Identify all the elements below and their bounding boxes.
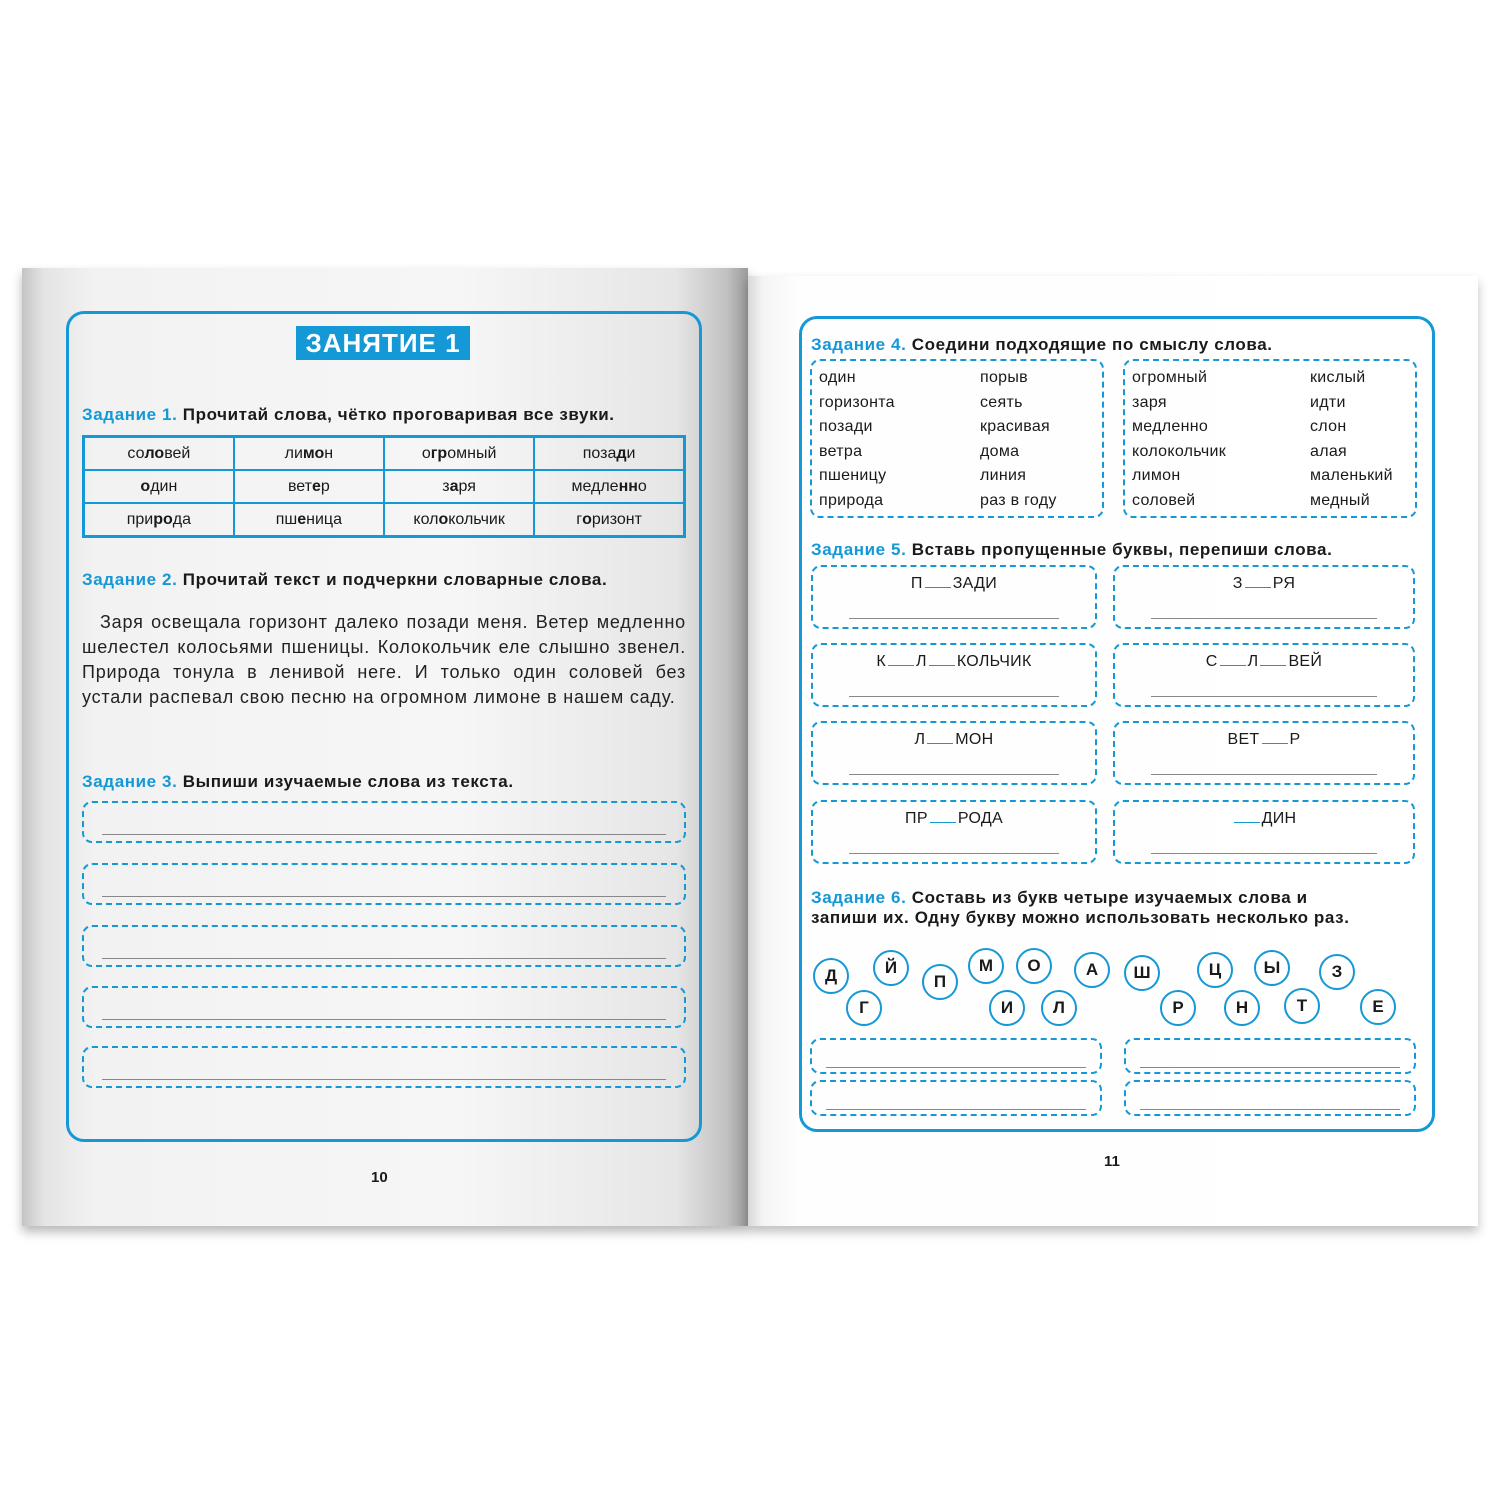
fill-word: Л МОН — [914, 731, 994, 748]
match-list-left-a — [819, 366, 895, 514]
match-word[interactable]: порыв — [980, 369, 1028, 386]
page-number-left: 10 — [371, 1169, 388, 1186]
letter-circle: Н — [1224, 990, 1260, 1026]
fill-word: З РЯ — [1232, 575, 1296, 592]
match-word[interactable]: медный — [1310, 491, 1370, 509]
letter-circle: Д — [813, 958, 849, 994]
task5-heading — [811, 540, 1332, 560]
answer-box[interactable] — [1124, 1038, 1416, 1074]
task6-heading — [811, 888, 1350, 928]
match-word[interactable]: огромный — [1132, 369, 1208, 386]
match-word[interactable]: ветра — [819, 442, 863, 460]
task2-heading — [82, 570, 607, 590]
answer-box[interactable] — [810, 1080, 1102, 1116]
fill-word-box[interactable] — [811, 800, 1097, 864]
fill-word: П ЗАДИ — [910, 575, 998, 592]
task3-heading — [82, 772, 514, 792]
task3-text: Выпиши изучаемые слова из текста. — [182, 772, 514, 791]
word-cell: огромный — [384, 437, 534, 471]
task6-line1: Составь из букв четыре изучаемых слова и — [911, 888, 1308, 907]
letter-circle: З — [1319, 954, 1355, 990]
word-cell: ветер — [234, 470, 384, 503]
word-cell: медленно — [534, 470, 684, 503]
letter-circle: Е — [1360, 989, 1396, 1025]
match-word[interactable]: маленький — [1310, 467, 1393, 485]
writing-line-box[interactable] — [82, 1046, 686, 1088]
match-word[interactable]: горизонта — [819, 393, 895, 411]
fill-word-box[interactable] — [1113, 643, 1415, 707]
writing-line-box[interactable] — [82, 863, 686, 905]
match-word[interactable]: колокольчик — [1132, 442, 1227, 460]
letter-circle: Р — [1160, 990, 1196, 1026]
letter-circle: Т — [1284, 988, 1320, 1024]
task2-label: Задание 2. — [82, 570, 178, 589]
task1-label: Задание 1. — [82, 405, 178, 424]
match-word[interactable]: пшеницу — [819, 467, 887, 485]
word-cell: один — [84, 470, 234, 503]
match-word[interactable]: медленно — [1132, 418, 1209, 436]
task6-label: Задание 6. — [811, 888, 907, 907]
task5-text: Вставь пропущенные буквы, перепиши слова. — [911, 540, 1333, 559]
task5-label: Задание 5. — [811, 540, 907, 559]
answer-box[interactable] — [810, 1038, 1102, 1074]
match-word[interactable]: заря — [1132, 393, 1167, 411]
letter-circle: Й — [873, 950, 909, 986]
word-cell: соловей — [84, 437, 234, 471]
letter-circle: П — [922, 964, 958, 1000]
fill-word: ПР РОДА — [905, 810, 1003, 827]
lesson-title: ЗАНЯТИЕ 1 — [296, 326, 470, 360]
match-list-right-b — [1310, 366, 1393, 514]
match-word[interactable]: раз в году — [980, 491, 1057, 509]
word-cell: колокольчик — [384, 503, 534, 537]
match-word[interactable]: линия — [980, 467, 1027, 485]
letter-circle: Ы — [1254, 950, 1290, 986]
word-cell: заря — [384, 470, 534, 503]
match-word[interactable]: кислый — [1310, 369, 1366, 386]
word-cell: позади — [534, 437, 684, 471]
fill-word-box[interactable] — [811, 721, 1097, 785]
match-word[interactable]: соловей — [1132, 491, 1196, 509]
fill-word-box[interactable] — [811, 643, 1097, 707]
answer-box[interactable] — [1124, 1080, 1416, 1116]
word-cell: природа — [84, 503, 234, 537]
word-table-row — [84, 503, 685, 537]
writing-line-box[interactable] — [82, 986, 686, 1028]
word-cell: пшеница — [234, 503, 384, 537]
word-table — [82, 435, 686, 538]
match-word[interactable]: лимон — [1132, 467, 1181, 485]
word-table-row — [84, 437, 685, 471]
match-word[interactable]: слон — [1310, 418, 1347, 436]
task1-text: Прочитай слова, чётко проговаривая все звуки. — [182, 405, 615, 424]
letter-circle: А — [1074, 952, 1110, 988]
fill-word: К Л КОЛЬЧИК — [876, 653, 1032, 670]
letter-circle: Ц — [1197, 952, 1233, 988]
match-word[interactable]: природа — [819, 491, 884, 509]
word-cell: горизонт — [534, 503, 684, 537]
page-number-right: 11 — [1104, 1153, 1120, 1170]
letter-circle: М — [968, 948, 1004, 984]
task2-text: Прочитай текст и подчеркни словарные слова. — [182, 570, 608, 589]
fill-word-box[interactable] — [1113, 565, 1415, 629]
letter-circle: О — [1016, 948, 1052, 984]
task4-text: Соедини подходящие по смыслу слова. — [911, 335, 1273, 354]
letter-circle: Г — [846, 990, 882, 1026]
match-list-right-a — [1132, 366, 1226, 514]
fill-word: ДИН — [1115, 808, 1413, 828]
letter-circle: Л — [1041, 990, 1077, 1026]
letter-circle: Ш — [1124, 955, 1160, 991]
match-word[interactable]: красивая — [980, 418, 1051, 436]
match-word[interactable]: сеять — [980, 393, 1023, 411]
writing-line-box[interactable] — [82, 801, 686, 843]
task4-heading — [811, 335, 1273, 355]
fill-word-box[interactable] — [1113, 721, 1415, 785]
task1-heading — [82, 405, 615, 425]
fill-word-box[interactable] — [1113, 800, 1415, 864]
match-word[interactable]: один — [819, 369, 856, 386]
task4-label: Задание 4. — [811, 335, 907, 354]
task6-line2: запиши их. Одну букву можно использовать несколько раз. — [811, 908, 1350, 927]
match-list-left-b — [980, 366, 1057, 514]
reading-text: Заря освещала горизонт далеко позади меня. Ветер медленно шелестел колосьями пшеницы. Колокольчик еле слышно звенел. Природа тонула в ленивой неге. И только один соловей без устали распевал свою песню на огромном лимоне в нашем саду. — [82, 612, 686, 707]
fill-word: С Л ВЕЙ — [1205, 653, 1323, 670]
match-word[interactable]: дома — [980, 442, 1020, 460]
word-table-row — [84, 470, 685, 503]
word-cell: лимон — [234, 437, 384, 471]
fill-word: ВЕТ Р — [1227, 731, 1301, 748]
writing-line-box[interactable] — [82, 925, 686, 967]
match-word[interactable]: алая — [1310, 442, 1347, 460]
match-word[interactable]: позади — [819, 418, 873, 436]
fill-word-box[interactable] — [811, 565, 1097, 629]
match-word[interactable]: идти — [1310, 393, 1346, 411]
letter-circle: И — [989, 990, 1025, 1026]
task3-label: Задание 3. — [82, 772, 178, 791]
